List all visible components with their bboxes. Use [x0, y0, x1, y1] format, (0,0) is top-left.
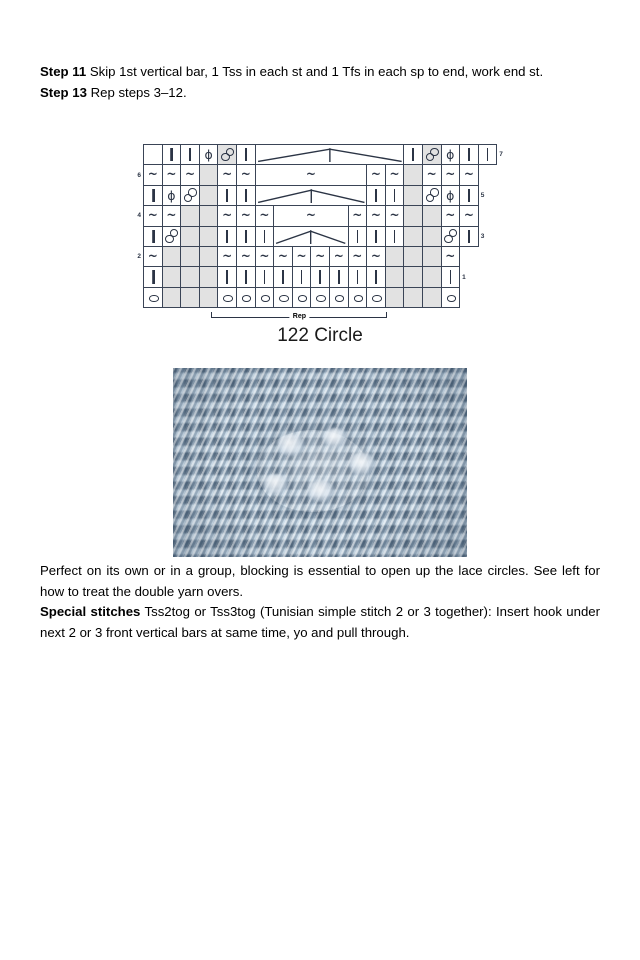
swatch-photo	[173, 368, 467, 557]
double-yarn-over-icon	[423, 145, 441, 164]
chart-row-number-left: 6	[137, 171, 141, 179]
return-pass-icon	[144, 247, 162, 266]
return-pass-icon	[163, 165, 181, 184]
chart-cell	[199, 246, 218, 266]
tss-bar-icon	[367, 267, 385, 286]
chart-cell	[385, 226, 404, 246]
instructions-top	[40, 62, 600, 103]
chart-cell	[199, 226, 218, 246]
chart-row-number-left	[128, 267, 144, 287]
chart-cell	[181, 206, 200, 226]
chart-cell	[367, 287, 386, 307]
chart-cell	[422, 267, 441, 287]
chart-cell	[422, 206, 441, 226]
yarn-over-icon	[442, 186, 460, 205]
chart-row	[128, 267, 512, 287]
chart-cell	[255, 246, 274, 266]
chart-cell	[329, 267, 348, 287]
decrease-peak-icon	[256, 186, 367, 205]
chart-cell	[274, 246, 293, 266]
return-pass-icon	[274, 206, 347, 225]
chart-cell	[367, 206, 386, 226]
step-11-label: Step 11	[40, 64, 87, 79]
chart-row	[128, 185, 512, 205]
tss-bar-icon	[256, 267, 274, 286]
chart-cell	[274, 206, 348, 226]
return-pass-icon	[442, 206, 460, 225]
chart-cell	[199, 145, 218, 165]
chart-cell	[218, 287, 237, 307]
chart-cell	[218, 145, 237, 165]
chart-cell	[385, 165, 404, 185]
chart-cell	[236, 267, 255, 287]
chart-cell	[236, 145, 255, 165]
chart-cell	[162, 185, 181, 205]
tss-bar-icon	[293, 267, 311, 286]
special-stitches-body: Tss2tog or Tss3tog (Tunisian simple stitch 2 or 3 together): Insert hook under next 2 or 3 front vertical bars at same time, yo and pull through.	[40, 604, 600, 640]
tss-bar-icon	[181, 145, 199, 164]
chart-cell	[422, 185, 441, 205]
step-11-line	[40, 62, 600, 83]
return-pass-icon	[237, 165, 255, 184]
chart-cell	[367, 185, 386, 205]
chart-row-number-right	[460, 287, 479, 307]
return-pass-icon	[367, 206, 385, 225]
step-13-line	[40, 83, 600, 104]
chart-row-number-left	[128, 185, 144, 205]
tss-bar-icon	[218, 267, 236, 286]
chart-cell	[236, 287, 255, 307]
chart-cell	[422, 246, 441, 266]
chart-cell	[236, 226, 255, 246]
instructions-bottom	[40, 561, 600, 643]
return-pass-icon	[237, 247, 255, 266]
tss-bar-icon	[479, 145, 497, 164]
chart-cell	[422, 226, 441, 246]
tss-bar-icon	[367, 227, 385, 246]
chart-cell	[311, 267, 330, 287]
chart-cell	[144, 145, 163, 165]
chart-cell	[385, 287, 404, 307]
chart-cell	[218, 206, 237, 226]
return-pass-icon	[256, 247, 274, 266]
chain-icon	[367, 288, 385, 307]
photo-vignette	[173, 368, 467, 557]
chain-icon	[144, 288, 162, 307]
decrease-peak-icon	[274, 227, 347, 246]
chart-cell	[199, 287, 218, 307]
special-stitches-label: Special stitches	[40, 604, 141, 619]
return-pass-icon	[311, 247, 329, 266]
chart-cell	[367, 246, 386, 266]
chart-cell	[162, 226, 181, 246]
chart-cell	[255, 185, 367, 205]
chart-cell	[218, 226, 237, 246]
chart-cell	[460, 185, 479, 205]
chart-cell	[329, 246, 348, 266]
chart-cell	[329, 287, 348, 307]
chart-cell	[292, 267, 311, 287]
chart-cell	[441, 185, 460, 205]
chart-cell	[255, 287, 274, 307]
chart-cell	[144, 287, 163, 307]
step-13-label: Step 13	[40, 84, 87, 100]
return-pass-icon	[367, 247, 385, 266]
return-pass-icon	[442, 247, 460, 266]
chart-cell	[274, 287, 293, 307]
chart-row	[128, 226, 512, 246]
return-pass-icon	[144, 206, 162, 225]
chart-cell	[144, 226, 163, 246]
yarn-over-icon	[163, 186, 181, 205]
chart-cell	[236, 165, 255, 185]
chart-cell	[292, 246, 311, 266]
double-yarn-over-icon	[423, 186, 441, 205]
chain-icon	[349, 288, 367, 307]
return-pass-icon	[274, 247, 292, 266]
tss-bar-icon	[460, 227, 478, 246]
chart-cell	[162, 206, 181, 226]
chain-icon	[330, 288, 348, 307]
chart-cell	[385, 267, 404, 287]
return-pass-icon	[237, 206, 255, 225]
chart-cell	[236, 246, 255, 266]
decrease-peak-icon	[256, 145, 404, 164]
chart-cell	[162, 267, 181, 287]
chart-row	[128, 206, 512, 226]
chain-icon	[256, 288, 274, 307]
tss-bar-icon	[460, 186, 478, 205]
chart-row-number-right	[478, 165, 497, 185]
return-pass-icon	[256, 206, 274, 225]
return-pass-icon	[442, 165, 460, 184]
chart-cell	[162, 287, 181, 307]
return-pass-icon	[367, 165, 385, 184]
chart-cell	[218, 165, 237, 185]
return-pass-icon	[386, 206, 404, 225]
chart-row-number-right: 5	[480, 191, 485, 199]
chart-cell	[404, 185, 423, 205]
return-pass-icon	[218, 206, 236, 225]
chart-cell	[404, 145, 423, 165]
chart-row-number-right: 1	[462, 273, 466, 281]
chain-icon	[274, 288, 292, 307]
chart-row-number-right: 7	[499, 151, 503, 159]
chart-cell	[181, 226, 200, 246]
chart-row	[128, 287, 512, 307]
chart-cell	[404, 226, 423, 246]
tss-bar-icon	[349, 267, 367, 286]
chain-icon	[442, 288, 460, 307]
chart-cell	[255, 226, 274, 246]
return-pass-icon	[460, 206, 478, 225]
chart-cell	[404, 246, 423, 266]
double-yarn-over-icon	[218, 145, 236, 164]
return-pass-icon	[349, 206, 367, 225]
chart-cell	[199, 185, 218, 205]
chart-row-number-right	[478, 206, 497, 226]
chart-cell	[441, 145, 460, 165]
chart-cell	[162, 145, 181, 165]
description-line	[40, 561, 600, 602]
double-yarn-over-icon	[163, 227, 181, 246]
double-yarn-over-icon	[442, 227, 460, 246]
chart-cell	[181, 287, 200, 307]
chart-row	[128, 145, 512, 165]
chart-cell	[404, 267, 423, 287]
return-pass-icon	[181, 165, 199, 184]
chart-cell	[218, 267, 237, 287]
tss-bar-icon	[218, 227, 236, 246]
chart-cell	[292, 287, 311, 307]
chart-cell	[385, 246, 404, 266]
chart-cell	[385, 185, 404, 205]
return-pass-icon	[423, 165, 441, 184]
chart-cell	[274, 226, 348, 246]
special-stitches-line	[40, 602, 600, 643]
return-pass-icon	[144, 165, 162, 184]
chart-cell	[181, 267, 200, 287]
step-11-body: Skip 1st vertical bar, 1 Tss in each st and 1 Tfs in each sp to end, work end st.	[86, 64, 544, 79]
chart-cell	[255, 267, 274, 287]
chart-cell	[441, 226, 460, 246]
chart-cell	[274, 267, 293, 287]
chart-cell	[367, 267, 386, 287]
edge-stitch-icon	[144, 227, 162, 246]
tss-bar-icon	[442, 267, 460, 286]
chart-cell	[199, 165, 218, 185]
stitch-chart-grid	[128, 144, 512, 308]
tss-bar-icon	[460, 145, 478, 164]
chart-cell	[404, 165, 423, 185]
chart-cell	[218, 185, 237, 205]
chart-cell	[236, 206, 255, 226]
chart-row-number-left: 2	[137, 253, 141, 261]
chart-cell	[348, 206, 367, 226]
chart-cell	[144, 267, 163, 287]
tss-bar-icon	[237, 227, 255, 246]
chart-cell	[404, 206, 423, 226]
rep-label: Rep	[290, 313, 309, 321]
chart-cell	[367, 165, 386, 185]
edge-stitch-icon	[144, 186, 162, 205]
return-pass-icon	[330, 247, 348, 266]
chart-cell	[144, 246, 163, 266]
chain-icon	[293, 288, 311, 307]
tss-bar-icon	[256, 227, 274, 246]
chart-cell	[348, 246, 367, 266]
chart-row-number-right: 3	[480, 232, 485, 240]
tss-bar-icon	[237, 267, 255, 286]
chart-cell	[460, 165, 479, 185]
chart-cell	[236, 185, 255, 205]
chart-cell	[348, 287, 367, 307]
chart-row-number-right	[460, 246, 479, 266]
chart-cell	[422, 145, 441, 165]
tss-bar-icon	[237, 145, 255, 164]
chart-cell	[144, 185, 163, 205]
chart-cell	[478, 145, 497, 165]
chart-row-number-left: 4	[137, 212, 141, 220]
return-pass-icon	[163, 206, 181, 225]
tss-bar-icon	[349, 227, 367, 246]
chart-cell	[441, 246, 460, 266]
chart-row-number-left	[128, 145, 144, 165]
chart-row-number-left	[128, 226, 144, 246]
chart-cell	[311, 287, 330, 307]
chart-cell	[255, 165, 367, 185]
chart-cell	[460, 206, 479, 226]
return-pass-icon	[349, 247, 367, 266]
chain-icon	[237, 288, 255, 307]
chart-cell	[255, 206, 274, 226]
chart-row-number-left	[128, 287, 144, 307]
chart-cell	[385, 206, 404, 226]
stitch-chart	[128, 144, 512, 320]
chart-cell	[218, 246, 237, 266]
return-pass-icon	[256, 165, 367, 184]
tss-bar-icon	[367, 186, 385, 205]
chart-cell	[441, 267, 460, 287]
yarn-over-icon	[200, 145, 218, 164]
chart-cell	[460, 145, 479, 165]
chain-icon	[311, 288, 329, 307]
tss-bar-icon	[386, 186, 404, 205]
chart-cell	[348, 267, 367, 287]
chart-cell	[181, 185, 200, 205]
chart-cell	[460, 226, 479, 246]
tss-bar-icon	[386, 227, 404, 246]
tss-bar-icon	[330, 267, 348, 286]
description-body: Perfect on its own or in a group, blocking is essential to open up the lace circles. See left for how to treat the double yarn overs.	[40, 563, 600, 599]
return-pass-icon	[218, 165, 236, 184]
chart-cell	[441, 287, 460, 307]
step-13-body: Rep steps 3–12.	[86, 84, 187, 100]
return-pass-icon	[386, 165, 404, 184]
chart-cell	[404, 287, 423, 307]
chart-cell	[311, 246, 330, 266]
tss-bar-icon	[404, 145, 422, 164]
chart-cell	[181, 145, 200, 165]
chart-cell	[255, 145, 404, 165]
double-yarn-over-icon	[181, 186, 199, 205]
chart-cell	[199, 206, 218, 226]
chart-cell	[441, 206, 460, 226]
chart-row	[128, 246, 512, 266]
chart-cell	[181, 246, 200, 266]
return-pass-icon	[218, 247, 236, 266]
chart-cell	[367, 226, 386, 246]
page-title: 122 Circle	[277, 325, 363, 346]
return-pass-icon	[460, 165, 478, 184]
chart-cell	[162, 246, 181, 266]
chart-cell	[348, 226, 367, 246]
yarn-over-icon	[442, 145, 460, 164]
chart-cell	[181, 165, 200, 185]
chart-cell	[422, 287, 441, 307]
edge-stitch-icon	[144, 267, 162, 286]
chart-cell	[144, 206, 163, 226]
return-pass-icon	[293, 247, 311, 266]
tss-bar-icon	[311, 267, 329, 286]
tss-bar-icon	[274, 267, 292, 286]
tss-bar-icon	[218, 186, 236, 205]
chart-row	[128, 165, 512, 185]
chart-cell	[162, 165, 181, 185]
chain-icon	[218, 288, 236, 307]
tss-bar-icon	[237, 186, 255, 205]
chart-cell	[144, 165, 163, 185]
chart-cell	[422, 165, 441, 185]
edge-stitch-icon	[163, 145, 181, 164]
chart-cell	[199, 267, 218, 287]
chart-cell	[441, 165, 460, 185]
